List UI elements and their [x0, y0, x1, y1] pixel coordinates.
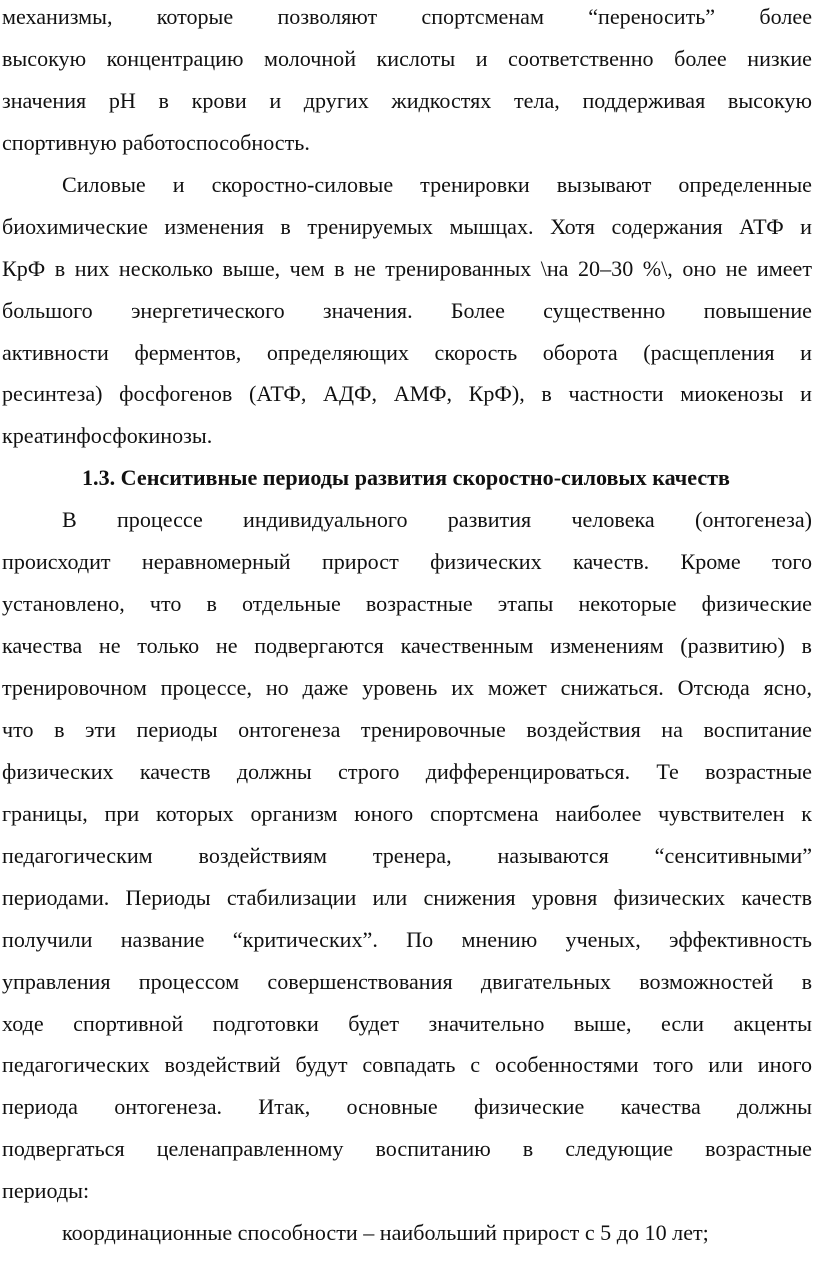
- text-line: периодами. Периоды стабилизации или снижения уровня физических качеств: [2, 884, 812, 910]
- strength-training-paragraph: [2, 164, 812, 458]
- text-line: В процессе индивидуального развития человека (онтогенеза): [62, 507, 812, 533]
- text-line: установлено, что в отдельные возрастные этапы некоторые физические: [2, 591, 812, 617]
- text-line: высокую концентрацию молочной кислоты и соответственно более низкие: [2, 45, 812, 71]
- list-item: координационные способности – наибольший прирост с 5 до 10 лет;: [62, 1220, 709, 1246]
- sensitive-periods-paragraph: [2, 499, 812, 1212]
- text-line: КрФ в них несколько выше, чем в не тренированных \на 20–30 %\, оно не имеет: [2, 255, 812, 281]
- text-line: педагогических воздействий будут совпадать с особенностями того или иного: [2, 1052, 812, 1078]
- text-line: механизмы, которые позволяют спортсменам “переносить” более: [2, 4, 812, 29]
- text-line: ходе спортивной подготовки будет значительно выше, если акценты: [2, 1010, 812, 1036]
- text-line: получили название “критических”. По мнению ученых, эффективность: [2, 926, 812, 952]
- text-line: спортивную работоспособность.: [2, 129, 310, 155]
- text-line: периода онтогенеза. Итак, основные физические качества должны: [2, 1094, 812, 1120]
- text-line: что в эти периоды онтогенеза тренировочные воздействия на воспитание: [2, 716, 812, 742]
- text-line: биохимические изменения в тренируемых мышцах. Хотя содержания АТФ и: [2, 213, 812, 239]
- text-line: педагогическим воздействиям тренера, называются “сенситивными”: [2, 842, 812, 868]
- text-line: подвергаться целенаправленному воспитанию в следующие возрастные: [2, 1136, 812, 1162]
- text-line: значения pH в крови и других жидкостях тела, поддерживая высокую: [2, 87, 812, 113]
- text-line: границы, при которых организм юного спортсмена наиболее чувствителен к: [2, 800, 812, 826]
- text-line: Силовые и скоростно-силовые тренировки вызывают определенные: [62, 171, 812, 197]
- text-line: периоды:: [2, 1178, 90, 1204]
- text-line: большого энергетического значения. Более существенно повышение: [2, 297, 812, 323]
- text-line: физических качеств должны строго дифференцироваться. Те возрастные: [2, 758, 812, 784]
- text-line: ресинтеза) фосфогенов (АТФ, АДФ, АМФ, КрФ), в частности миокенозы и: [2, 381, 812, 407]
- text-line: активности ферментов, определяющих скорость оборота (расщепления и: [2, 339, 812, 365]
- text-line: креатинфосфокинозы.: [2, 423, 213, 449]
- section-heading: 1.3. Сенситивные периоды развития скоростно-силовых качеств: [82, 465, 730, 491]
- text-line: происходит неравномерный прирост физических качеств. Кроме того: [2, 549, 812, 575]
- text-line: качества не только не подвергаются качественным изменениям (развитию) в: [2, 633, 812, 659]
- text-line: тренировочном процессе, но даже уровень их может снижаться. Отсюда ясно,: [2, 675, 812, 700]
- intro-paragraph: [2, 0, 812, 164]
- text-line: управления процессом совершенствования двигательных возможностей в: [2, 968, 812, 994]
